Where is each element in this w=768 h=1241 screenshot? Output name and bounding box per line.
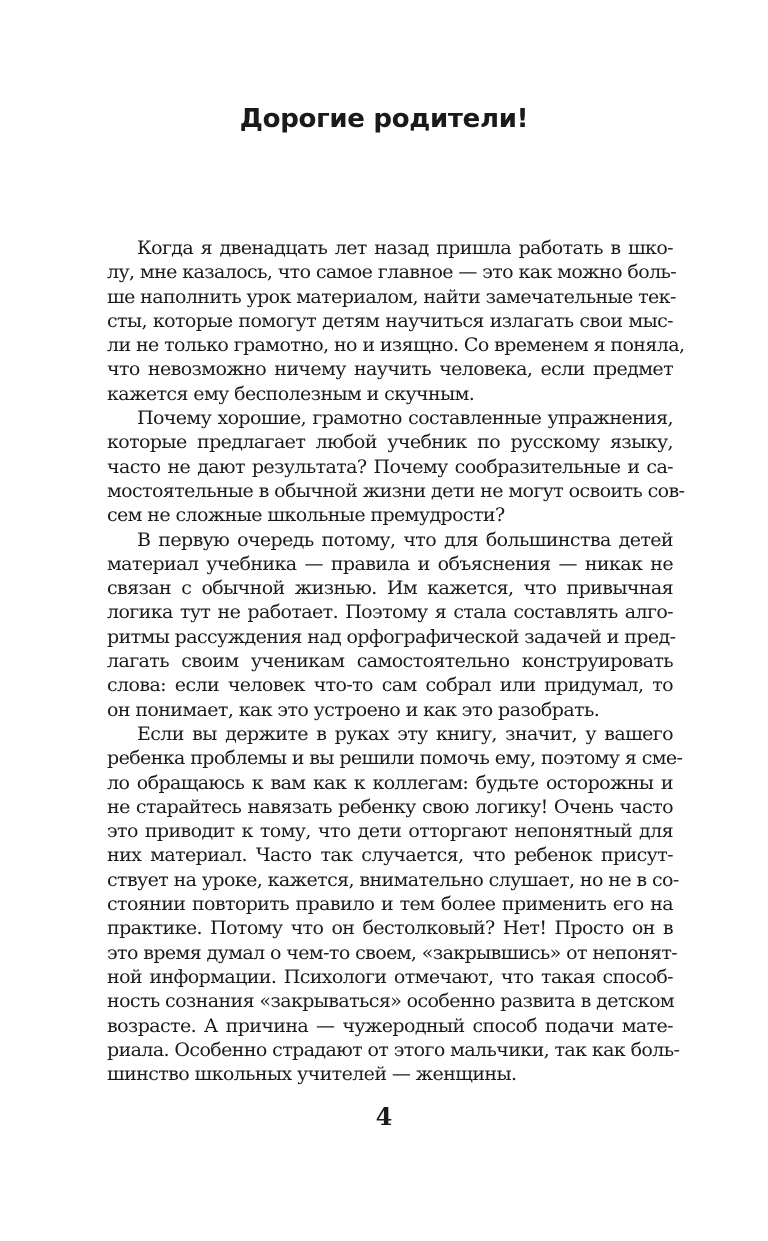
text-line: лагать своим ученикам самостоятельно конструировать [107,650,673,673]
text-line: ребенка проблемы и вы решили помочь ему, поэтому я сме- [107,747,683,770]
text-line: возрасте. А причина — чужеродный способ подачи мате- [107,1014,673,1037]
text-line: ли не только грамотно, но и изящно. Со временем я поняла, [107,334,685,357]
text-line: сем не сложные школьные премудрости? [107,504,505,527]
text-line: них материал. Часто так случается, что ребенок присут- [107,844,673,867]
page-number: 4 [375,1102,393,1131]
text-line: связан с обычной жизнью. Им кажется, что привычная [107,577,673,600]
text-line: лу, мне казалось, что самое главное — это как можно боль- [107,261,677,284]
text-line: часто не дают результата? Почему сообразительные и са- [107,455,673,478]
text-line: это приводит к тому, что дети отторгают непонятный для [107,820,673,843]
text-line: шинство школьных учителей — женщины. [107,1063,517,1086]
text-line: ность сознания «закрываться» особенно развита в детском [107,990,675,1013]
text-line: которые предлагает любой учебник по русскому языку, [107,431,673,454]
text-line: логика тут не работает. Поэтому я стала составлять алго- [107,601,673,624]
text-line: ритмы рассуждения над орфографической задачей и пред- [107,625,676,648]
text-line: что невозможно ничему научить человека, если предмет [107,358,673,381]
body-text [107,236,685,1086]
paragraph [107,236,685,406]
paragraph [107,528,676,722]
paragraph [107,406,685,527]
paragraph [107,722,683,1086]
text-line: не старайтесь навязать ребенку свою логику! Очень часто [107,795,673,818]
text-line: ной информации. Психологи отмечают, что такая способ- [107,965,673,988]
text-line: стоянии повторить правило и тем более применить его на [107,893,673,916]
text-line: Если вы держите в руках эту книгу, значит, у вашего [137,722,673,745]
text-line: слова: если человек что-то сам собрал или придумал, то [107,674,673,697]
text-line: ствует на уроке, кажется, внимательно слушает, но не в со- [107,868,679,891]
text-line: Почему хорошие, грамотно составленные упражнения, [137,407,673,430]
text-line: сты, которые помогут детям научиться излагать свои мыс- [107,309,673,332]
text-line: это время думал о чем-то своем, «закрывшись» от непонят- [107,941,678,964]
text-line: он понимает, как это устроено и как это разобрать. [107,698,600,721]
text-line: материал учебника — правила и объяснения — никак не [107,552,673,575]
text-line: ше наполнить урок материалом, найти замечательные тек- [107,285,676,308]
text-line: В первую очередь потому, что для большинства детей [137,528,673,551]
text-line: риала. Особенно страдают от этого мальчики, так как боль- [107,1038,680,1061]
text-line: кажется ему бесполезным и скучным. [107,382,475,405]
text-line: практике. Потому что он бестолковый? Нет! Просто он в [107,917,673,940]
page-title: Дорогие родители! [239,104,529,134]
text-line: ло обращаюсь к вам как к коллегам: будьте осторожны и [107,771,673,794]
text-line: мостоятельные в обычной жизни дети не могут освоить сов- [107,479,685,502]
text-line: Когда я двенадцать лет назад пришла работать в шко- [137,237,673,259]
